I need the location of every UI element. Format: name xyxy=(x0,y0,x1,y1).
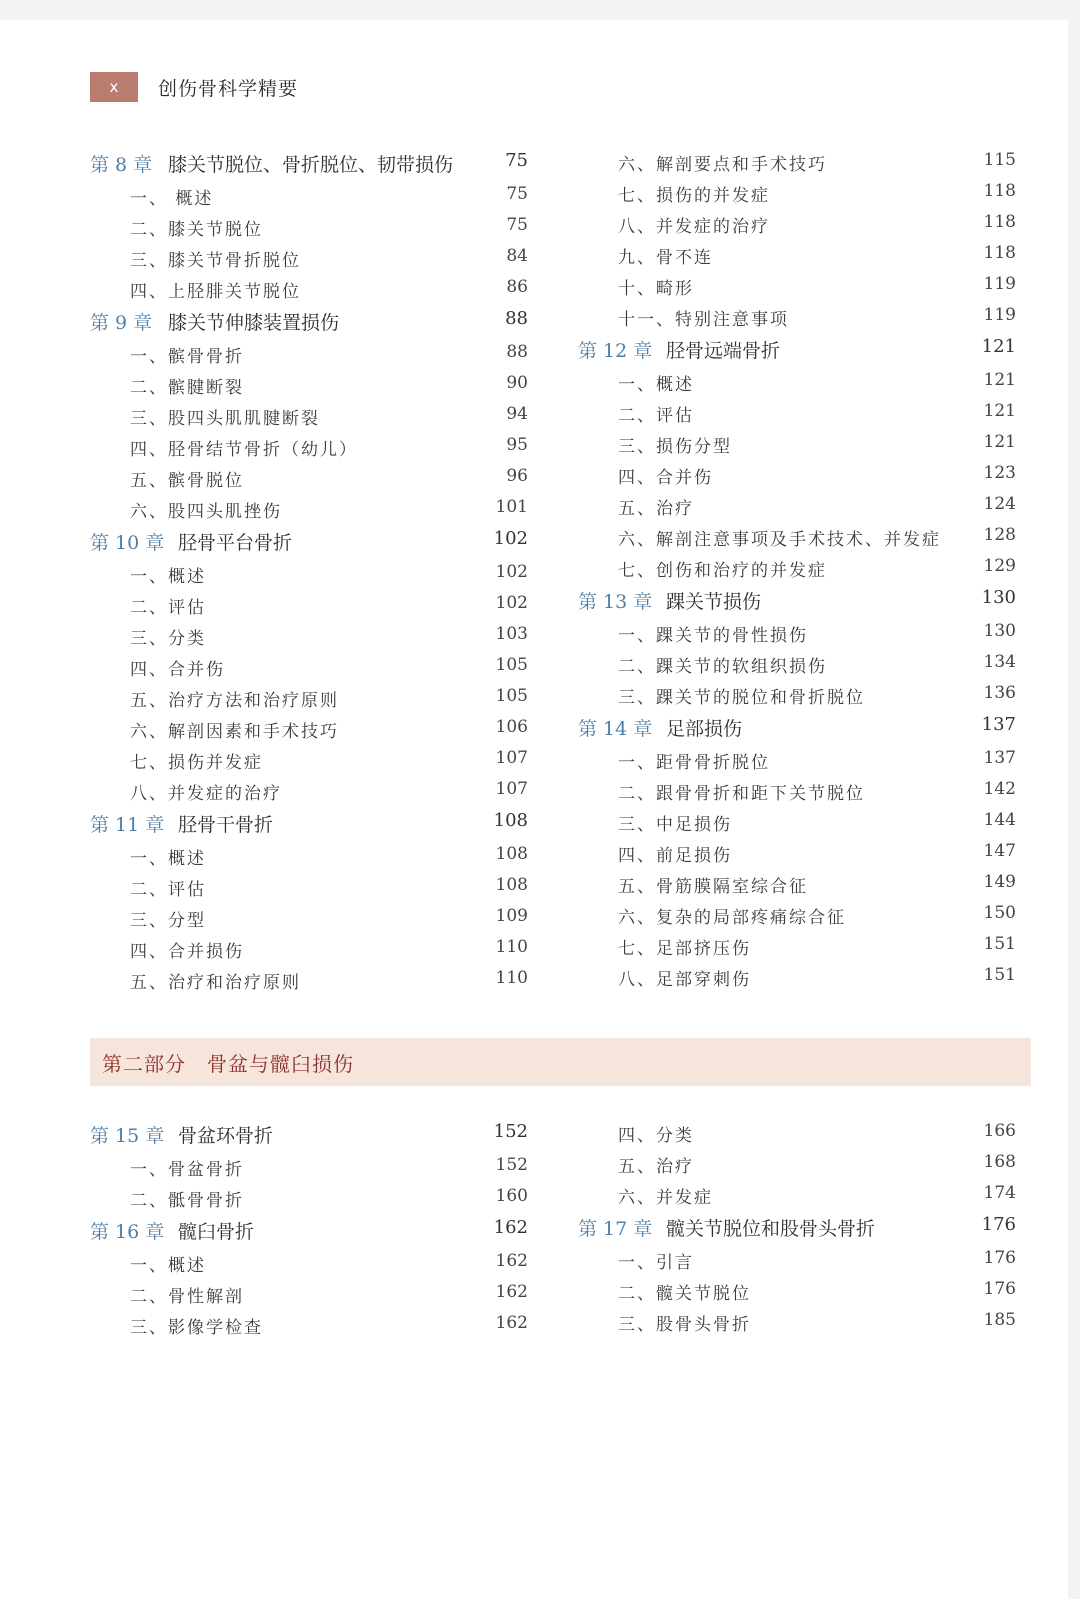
section-title: 四、胫骨结节骨折（幼儿） xyxy=(130,440,358,460)
section-title: 一、引言 xyxy=(618,1253,694,1273)
section-title: 五、治疗 xyxy=(618,1157,694,1177)
toc-section-entry[interactable] xyxy=(90,373,528,404)
section-title: 三、中足损伤 xyxy=(618,815,732,835)
running-header xyxy=(90,72,298,102)
chapter-title: 膝关节脱位、骨折脱位、韧带损伤 xyxy=(168,154,454,176)
toc-section-entry[interactable] xyxy=(90,1282,528,1313)
chapter-number: 第 12 章 xyxy=(578,340,653,362)
chapter-title: 胫骨平台骨折 xyxy=(178,532,293,554)
toc-chapter-entry[interactable] xyxy=(578,714,1016,748)
toc-section-entry[interactable] xyxy=(90,1186,528,1217)
section-title: 二、跟骨骨折和距下关节脱位 xyxy=(618,784,865,804)
toc-section-entry[interactable] xyxy=(578,1121,1016,1152)
section-title: 二、髌腱断裂 xyxy=(130,378,244,398)
toc-section-entry[interactable] xyxy=(90,562,528,593)
section-title: 七、创伤和治疗的并发症 xyxy=(618,561,827,581)
page-number: 110 xyxy=(495,968,528,988)
toc-section-entry[interactable] xyxy=(578,212,1016,243)
section-title: 一、概述 xyxy=(618,375,694,395)
toc-section-entry[interactable] xyxy=(90,717,528,748)
page-number: 147 xyxy=(983,841,1016,861)
page-number: 162 xyxy=(495,1251,528,1271)
page-number: 108 xyxy=(495,875,528,895)
page-number: 162 xyxy=(493,1217,528,1238)
toc-section-entry[interactable] xyxy=(578,305,1016,336)
toc-section-entry[interactable] xyxy=(578,779,1016,810)
page-number: 123 xyxy=(983,463,1016,483)
page-number: 121 xyxy=(983,370,1016,390)
page-number: 107 xyxy=(495,748,528,768)
section-title: 一、概述 xyxy=(130,1256,206,1276)
section-title: 五、髌骨脱位 xyxy=(130,471,244,491)
toc-section-entry[interactable] xyxy=(578,810,1016,841)
page-number: 102 xyxy=(495,593,528,613)
toc-section-entry[interactable] xyxy=(90,215,528,246)
section-title: 十一、特别注意事项 xyxy=(618,310,789,330)
section-title: 四、合并损伤 xyxy=(130,942,244,962)
page-number: 118 xyxy=(983,212,1016,232)
section-title: 二、骶骨骨折 xyxy=(130,1191,244,1211)
section-title: 一、 概述 xyxy=(130,189,214,209)
toc-section-entry[interactable] xyxy=(90,1251,528,1282)
chapter-number: 第 9 章 xyxy=(90,312,153,334)
section-title: 五、治疗方法和治疗原则 xyxy=(130,691,339,711)
page-number: 160 xyxy=(495,1186,528,1206)
page-number: 109 xyxy=(495,906,528,926)
toc-section-entry[interactable] xyxy=(90,686,528,717)
page-number: 134 xyxy=(983,652,1016,672)
page-number: 105 xyxy=(495,686,528,706)
page-number: 130 xyxy=(983,621,1016,641)
toc-section-entry[interactable] xyxy=(578,181,1016,212)
page-number: 176 xyxy=(983,1279,1016,1299)
toc-chapter-entry[interactable] xyxy=(578,1214,1016,1248)
page-number: 121 xyxy=(983,401,1016,421)
page-number: 86 xyxy=(506,277,528,297)
page-number: 162 xyxy=(495,1313,528,1333)
section-title: 六、股四头肌挫伤 xyxy=(130,502,282,522)
page-number: 174 xyxy=(983,1183,1016,1203)
book-title: 创伤骨科学精要 xyxy=(158,77,299,100)
toc-section-entry[interactable] xyxy=(578,1152,1016,1183)
section-title: 一、概述 xyxy=(130,849,206,869)
chapter-number: 第 17 章 xyxy=(578,1218,653,1240)
toc-section-entry[interactable] xyxy=(90,1155,528,1186)
toc-section-entry[interactable] xyxy=(578,903,1016,934)
toc-section-entry[interactable] xyxy=(90,906,528,937)
toc-section-entry[interactable] xyxy=(90,624,528,655)
toc-chapter-entry[interactable] xyxy=(578,587,1016,621)
section-title: 五、骨筋膜隔室综合征 xyxy=(618,877,808,897)
section-title: 三、分类 xyxy=(130,629,206,649)
page-number: 149 xyxy=(983,872,1016,892)
chapter-title: 骨盆环骨折 xyxy=(178,1125,274,1147)
section-title: 二、骨性解剖 xyxy=(130,1287,244,1307)
section-title: 二、评估 xyxy=(130,880,206,900)
section-title: 三、踝关节的脱位和骨折脱位 xyxy=(618,688,865,708)
page-number: 185 xyxy=(983,1310,1016,1330)
section-title: 二、踝关节的软组织损伤 xyxy=(618,657,827,677)
toc-column-upper-left xyxy=(90,150,528,999)
toc-chapter-entry[interactable] xyxy=(90,1217,528,1251)
toc-section-entry[interactable] xyxy=(578,872,1016,903)
section-title: 六、解剖注意事项及手术技术、并发症 xyxy=(618,530,941,550)
toc-section-entry[interactable] xyxy=(90,748,528,779)
page-number: 176 xyxy=(983,1248,1016,1268)
page-number: 121 xyxy=(983,432,1016,452)
page-number: 162 xyxy=(495,1282,528,1302)
toc-chapter-entry[interactable] xyxy=(90,1121,528,1155)
page-number: 94 xyxy=(506,404,528,424)
section-title: 一、骨盆骨折 xyxy=(130,1160,244,1180)
page-number: 108 xyxy=(493,810,528,831)
toc-section-entry[interactable] xyxy=(578,1248,1016,1279)
toc-section-entry[interactable] xyxy=(90,277,528,308)
page-number: 108 xyxy=(495,844,528,864)
page-number: 75 xyxy=(506,215,528,235)
toc-section-entry[interactable] xyxy=(90,875,528,906)
section-title: 四、合并伤 xyxy=(618,468,713,488)
section-title: 三、股四头肌肌腱断裂 xyxy=(130,409,320,429)
section-title: 四、合并伤 xyxy=(130,660,225,680)
page-number: 142 xyxy=(983,779,1016,799)
chapter-title: 髋臼骨折 xyxy=(178,1221,255,1243)
chapter-number: 第 15 章 xyxy=(90,1125,165,1147)
toc-section-entry[interactable] xyxy=(578,683,1016,714)
page-number: 130 xyxy=(981,587,1016,608)
page-number: 102 xyxy=(493,528,528,549)
chapter-number: 第 8 章 xyxy=(90,154,153,176)
chapter-number: 第 14 章 xyxy=(578,718,653,740)
chapter-number: 第 11 章 xyxy=(90,814,165,836)
toc-section-entry[interactable] xyxy=(578,652,1016,683)
chapter-title: 髋关节脱位和股骨头骨折 xyxy=(666,1218,876,1240)
page-number: 115 xyxy=(983,150,1016,170)
page-number: 110 xyxy=(495,937,528,957)
page-number: 96 xyxy=(506,466,528,486)
page-number: 84 xyxy=(506,246,528,266)
section-title: 三、影像学检查 xyxy=(130,1318,263,1338)
page-number: 118 xyxy=(983,243,1016,263)
page-number: 166 xyxy=(983,1121,1016,1141)
section-title: 二、评估 xyxy=(618,406,694,426)
page-number: 144 xyxy=(983,810,1016,830)
page-number: 151 xyxy=(983,965,1016,985)
page-number: 150 xyxy=(983,903,1016,923)
chapter-number: 第 13 章 xyxy=(578,591,653,613)
page-number: 136 xyxy=(983,683,1016,703)
page-number: 90 xyxy=(506,373,528,393)
section-title: 四、上胫腓关节脱位 xyxy=(130,282,301,302)
toc-section-entry[interactable] xyxy=(90,342,528,373)
page-number: 95 xyxy=(506,435,528,455)
page-number: 103 xyxy=(495,624,528,644)
toc-chapter-entry[interactable] xyxy=(90,308,528,342)
page-number: 75 xyxy=(505,150,528,171)
toc-section-entry[interactable] xyxy=(90,466,528,497)
section-title: 二、髋关节脱位 xyxy=(618,1284,751,1304)
toc-column-lower-left xyxy=(90,1121,528,1344)
toc-section-entry[interactable] xyxy=(90,184,528,215)
section-title: 一、距骨骨折脱位 xyxy=(618,753,770,773)
toc-section-entry[interactable] xyxy=(90,968,528,999)
section-title: 六、并发症 xyxy=(618,1188,713,1208)
toc-section-entry[interactable] xyxy=(90,937,528,968)
toc-section-entry[interactable] xyxy=(578,370,1016,401)
toc-section-entry[interactable] xyxy=(578,463,1016,494)
page-number: 121 xyxy=(981,336,1016,357)
page-number: 107 xyxy=(495,779,528,799)
toc-section-entry[interactable] xyxy=(90,593,528,624)
page-number: 128 xyxy=(983,525,1016,545)
page-number: 137 xyxy=(983,748,1016,768)
section-title: 四、分类 xyxy=(618,1126,694,1146)
toc-chapter-entry[interactable] xyxy=(90,528,528,562)
toc-column-lower-right xyxy=(578,1121,1016,1341)
page-number: 124 xyxy=(983,494,1016,514)
chapter-title: 足部损伤 xyxy=(666,718,743,740)
section-title: 七、损伤的并发症 xyxy=(618,186,770,206)
page-number: 151 xyxy=(983,934,1016,954)
page-marker-badge: x xyxy=(90,72,138,102)
section-title: 十、畸形 xyxy=(618,279,694,299)
section-title: 八、并发症的治疗 xyxy=(130,784,282,804)
section-title: 六、解剖因素和手术技巧 xyxy=(130,722,339,742)
section-title: 七、损伤并发症 xyxy=(130,753,263,773)
toc-section-entry[interactable] xyxy=(90,655,528,686)
toc-chapter-entry[interactable] xyxy=(90,810,528,844)
toc-section-entry[interactable] xyxy=(578,556,1016,587)
page-number: 88 xyxy=(505,308,528,329)
section-title: 二、评估 xyxy=(130,598,206,618)
section-title: 三、分型 xyxy=(130,911,206,931)
toc-section-entry[interactable] xyxy=(578,150,1016,181)
part-two-banner xyxy=(90,1038,1031,1086)
toc-section-entry[interactable] xyxy=(90,246,528,277)
page-number: 75 xyxy=(506,184,528,204)
chapter-number: 第 10 章 xyxy=(90,532,165,554)
section-title: 五、治疗和治疗原则 xyxy=(130,973,301,993)
section-title: 三、股骨头骨折 xyxy=(618,1315,751,1335)
page-number: 105 xyxy=(495,655,528,675)
page-number: 119 xyxy=(983,305,1016,325)
chapter-title: 胫骨干骨折 xyxy=(178,814,274,836)
toc-section-entry[interactable] xyxy=(90,404,528,435)
toc-section-entry[interactable] xyxy=(578,494,1016,525)
chapter-title: 膝关节伸膝装置损伤 xyxy=(168,312,340,334)
section-title: 一、踝关节的骨性损伤 xyxy=(618,626,808,646)
toc-section-entry[interactable] xyxy=(578,841,1016,872)
section-title: 一、髌骨骨折 xyxy=(130,347,244,367)
toc-section-entry[interactable] xyxy=(578,401,1016,432)
page-number: 152 xyxy=(495,1155,528,1175)
toc-section-entry[interactable] xyxy=(578,748,1016,779)
section-title: 九、骨不连 xyxy=(618,248,713,268)
toc-section-entry[interactable] xyxy=(578,621,1016,652)
section-title: 二、膝关节脱位 xyxy=(130,220,263,240)
section-title: 四、前足损伤 xyxy=(618,846,732,866)
section-title: 五、治疗 xyxy=(618,499,694,519)
section-title: 七、足部挤压伤 xyxy=(618,939,751,959)
toc-section-entry[interactable] xyxy=(90,844,528,875)
toc-section-entry[interactable] xyxy=(578,525,1016,556)
page-number: 118 xyxy=(983,181,1016,201)
toc-section-entry[interactable] xyxy=(90,1313,528,1344)
toc-section-entry[interactable] xyxy=(578,1279,1016,1310)
page-number: 119 xyxy=(983,274,1016,294)
page-number: 137 xyxy=(981,714,1016,735)
toc-section-entry[interactable] xyxy=(90,435,528,466)
toc-chapter-entry[interactable] xyxy=(90,150,528,184)
toc-section-entry[interactable] xyxy=(578,934,1016,965)
page-number: 152 xyxy=(493,1121,528,1142)
page-number: 101 xyxy=(495,497,528,517)
section-title: 六、解剖要点和手术技巧 xyxy=(618,155,827,175)
page-number: 129 xyxy=(983,556,1016,576)
section-title: 八、足部穿刺伤 xyxy=(618,970,751,990)
section-title: 一、概述 xyxy=(130,567,206,587)
chapter-title: 踝关节损伤 xyxy=(666,591,762,613)
chapter-number: 第 16 章 xyxy=(90,1221,165,1243)
page-number: 88 xyxy=(506,342,528,362)
toc-section-entry[interactable] xyxy=(578,1310,1016,1341)
toc-section-entry[interactable] xyxy=(90,497,528,528)
toc-section-entry[interactable] xyxy=(578,432,1016,463)
page-number: 168 xyxy=(983,1152,1016,1172)
toc-section-entry[interactable] xyxy=(90,779,528,810)
chapter-title: 胫骨远端骨折 xyxy=(666,340,781,362)
toc-section-entry[interactable] xyxy=(578,965,1016,996)
toc-column-upper-right xyxy=(578,150,1016,996)
toc-chapter-entry[interactable] xyxy=(578,336,1016,370)
section-title: 六、复杂的局部疼痛综合征 xyxy=(618,908,846,928)
toc-section-entry[interactable] xyxy=(578,274,1016,305)
toc-section-entry[interactable] xyxy=(578,243,1016,274)
section-title: 三、损伤分型 xyxy=(618,437,732,457)
section-title: 八、并发症的治疗 xyxy=(618,217,770,237)
page-number: 102 xyxy=(495,562,528,582)
part-two-title: 第二部分 骨盆与髋臼损伤 xyxy=(102,1051,354,1076)
page-number: 106 xyxy=(495,717,528,737)
toc-section-entry[interactable] xyxy=(578,1183,1016,1214)
section-title: 三、膝关节骨折脱位 xyxy=(130,251,301,271)
page-number: 176 xyxy=(981,1214,1016,1235)
